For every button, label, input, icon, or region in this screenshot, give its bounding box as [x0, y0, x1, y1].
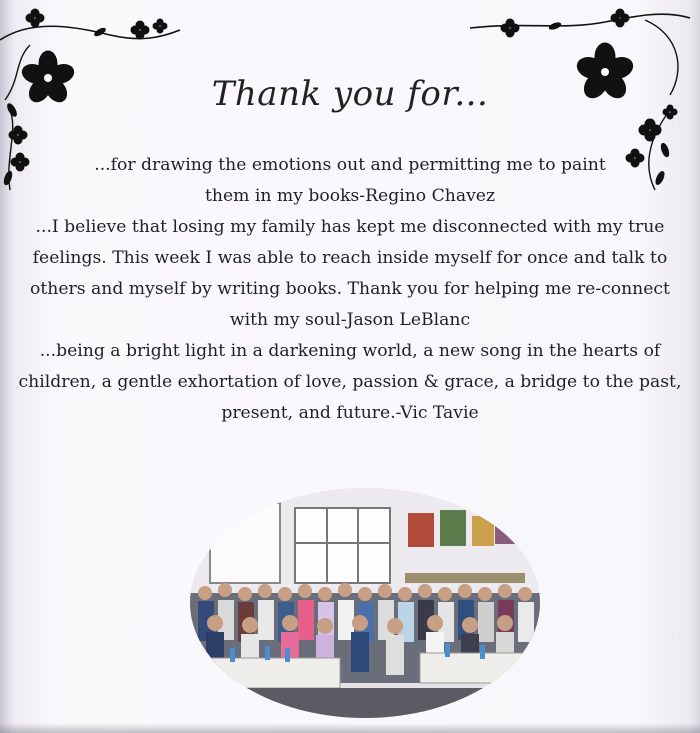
quote-line: present, and future.-Vic Tavie	[221, 403, 479, 423]
quote-item	[0, 150, 700, 212]
quote-line: them in my books-Regino Chavez	[204, 186, 496, 206]
quote-item	[0, 212, 700, 336]
quote-line: ...being a bright light in a darkening world, a new song in the hearts of	[39, 341, 661, 361]
quotes-block	[0, 150, 700, 429]
quote-item	[0, 336, 700, 429]
page-title: Thank you for...	[211, 74, 489, 114]
quote-line: others and myself by writing books. Thank you for helping me re-connect	[30, 279, 670, 299]
quote-line: ...I believe that losing my family has kept me disconnected with my true	[35, 217, 665, 237]
page-bottom-edge	[0, 723, 700, 733]
quote-line: ...for drawing the emotions out and permitting me to paint	[94, 155, 606, 175]
quote-line: feelings. This week I was able to reach inside myself for once and talk to	[32, 248, 668, 268]
quote-line: with my soul-Jason LeBlanc	[229, 310, 471, 330]
group-photo	[190, 488, 540, 718]
group-photo-icon	[190, 488, 540, 718]
quote-line: children, a gentle exhortation of love, passion & grace, a bridge to the past,	[18, 372, 682, 392]
